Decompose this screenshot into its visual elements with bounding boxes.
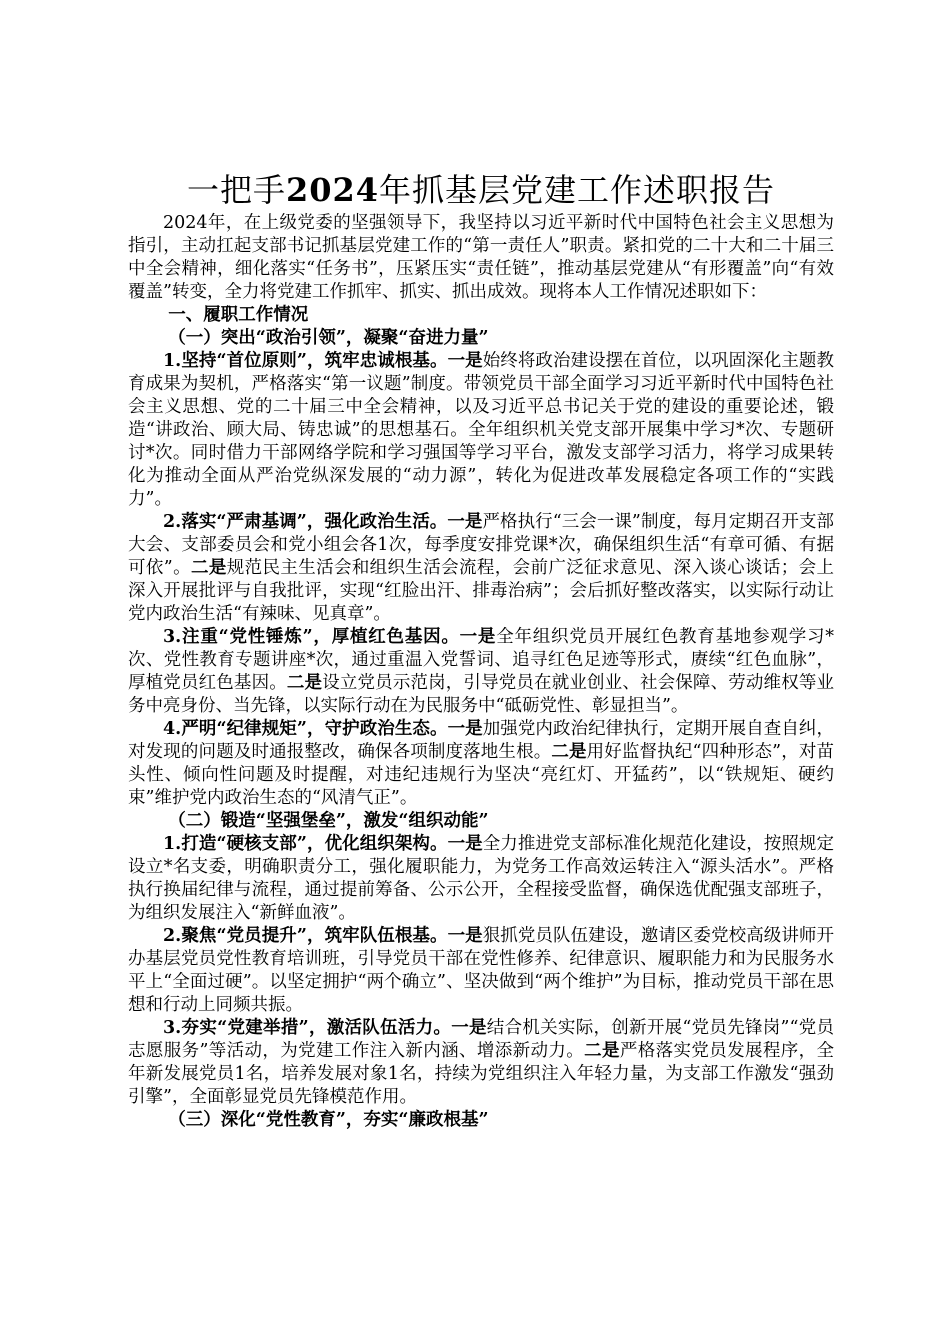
paragraph-item [128, 925, 834, 1017]
item-lead: 1.坚持“首位原则”，筑牢忠诚根基。 [163, 351, 448, 371]
item-lead: 2.落实“严肃基调”，强化政治生活。 [163, 512, 448, 532]
item-text: 设立党员示范岗，引导党员在就业创业、社会保障、劳动维权等业务中亮身份、当先锋，以实际行动在为民服务中“砥砺党性、彰显担当”。 [128, 673, 835, 716]
marker-first: 一是 [459, 627, 497, 647]
paragraph-item [128, 718, 834, 810]
section-heading: 一、履职工作情况 [168, 305, 309, 325]
marker-first: 一是 [447, 351, 483, 371]
paragraph-item [128, 1017, 834, 1109]
marker-second: 二是 [584, 1041, 620, 1061]
item-text: 严格落实党员发展程序，全年新发展党员1名，培养发展对象1名，持续为党组织注入年轻力量，为支部工作激发“强劲引擎”，全面彰显党员先锋模范作用。 [128, 1041, 835, 1107]
marker-first: 一是 [447, 512, 483, 532]
item-text: 全力推进党支部标准化规范化建设，按照规定设立*名支委，明确职责分工，强化履职能力，为党务工作高效运转注入“源头活水”。严格执行换届纪律与流程，通过提前筹备、公示公开，全程接受监督，确保选优配强支部班子，为组织发展注入“新鲜血液”。 [128, 834, 834, 923]
document-page [128, 168, 834, 1132]
item-lead: 1.打造“硬核支部”，优化组织架构。 [163, 834, 448, 854]
item-lead: 2.聚焦“党员提升”，筑牢队伍根基。 [163, 926, 448, 946]
item-text: 狠抓党员队伍建设，邀请区委党校高级讲师开办基层党员党性教育培训班，引导党员干部在党性修养、纪律意识、履职能力和为民服务水平上“全面过硬”。以坚定拥护“两个确立”、坚决做到“两个维护”为目标，推动党员干部在思想和行动上同频共振。 [128, 926, 834, 1015]
item-text: 加强党内政治纪律执行，定期开展自查自纠，对发现的问题及时通报整改，确保各项制度落地生根。 [128, 719, 834, 762]
marker-second: 二是 [551, 742, 587, 762]
subsection-heading: （一）突出“政治引领”，凝聚“奋进力量” [168, 328, 489, 348]
marker-first: 一是 [447, 719, 483, 739]
marker-second: 二是 [286, 673, 323, 693]
item-text: 用好监督执纪“四种形态”，对苗头性、倾向性问题及时提醒，对违纪违规行为坚决“亮红灯、开猛药”，以“铁规矩、硬约束”维护党内政治生态的“风清气正”。 [128, 742, 834, 808]
subsection-heading: （三）深化“党性教育”，夯实“廉政根基” [168, 1110, 489, 1130]
item-lead: 4.严明“纪律规矩”，守护政治生态。 [163, 719, 448, 739]
item-lead: 3.夯实“党建举措”，激活队伍活力。 [163, 1018, 452, 1038]
marker-first: 一是 [447, 926, 483, 946]
paragraph-item [128, 833, 834, 925]
subsection-heading: （二）锻造“坚强堡垒”，激发“组织动能” [168, 811, 489, 831]
item-text: 规范民主生活会和组织生活会流程，会前广泛征求意见、深入谈心谈话；会上深入开展批评与自我批评，实现“红脸出汗、排毒治病”；会后抓好整改落实，以实际行动让党内政治生活“有辣味、见真章”。 [128, 558, 835, 624]
paragraph-item [128, 511, 834, 626]
paragraph-item [128, 350, 834, 511]
item-text: 始终将政治建设摆在首位，以巩固深化主题教育成果为契机，严格落实“第一议题”制度。带领党员干部全面学习习近平新时代中国特色社会主义思想、党的二十届三中全会精神，以及习近平总书记关于党的建设的重要论述，锻造“讲政治、顾大局、铸忠诚”的思想基石。全年组织机关党支部开展集中学习*次、专题研讨*次。同时借力干部网络学院和学习强国等学习平台，激发支部学习活力，将学习成果转化为推动全面从严治党纵深发展的“动力源”，转化为促进改革发展稳定各项工作的“实践力”。 [128, 351, 834, 509]
marker-second: 二是 [190, 558, 227, 578]
paragraph-item [128, 626, 834, 718]
title-prefix: 一把手 [186, 171, 286, 209]
document-title [128, 168, 834, 212]
marker-first: 一是 [451, 1018, 487, 1038]
title-suffix: 年抓基层党建工作述职报告 [379, 171, 776, 209]
item-text: 结合机关实际，创新开展“党员先锋岗”“党员志愿服务”等活动，为党建工作注入新内涵、增添新动力。 [128, 1018, 835, 1061]
item-lead: 3.注重“党性锤炼”，厚植红色基因。 [163, 627, 460, 647]
item-text: 严格执行“三会一课”制度，每月定期召开支部大会、支部委员会和党小组会各1次，每季度安排党课*次，确保组织生活“有章可循、有据可依”。 [128, 512, 834, 578]
item-text: 全年组织党员开展红色教育基地参观学习*次、党性教育专题讲座*次，通过重温入党誓词、追寻红色足迹等形式，赓续“红色血脉”，厚植党员红色基因。 [128, 627, 834, 693]
marker-first: 一是 [447, 834, 483, 854]
title-year: 2024 [285, 171, 380, 209]
intro-paragraph: 2024年，在上级党委的坚强领导下，我坚持以习近平新时代中国特色社会主义思想为指引，主动扛起支部书记抓基层党建工作的“第一责任人”职责。紧扣党的二十大和二十届三中全会精神，细化落实“任务书”，压紧压实“责任链”，推动基层党建从“有形覆盖”向“有效覆盖”转变，全力将党建工作抓牢、抓实、抓出成效。现将本人工作情况述职如下： [128, 213, 834, 302]
